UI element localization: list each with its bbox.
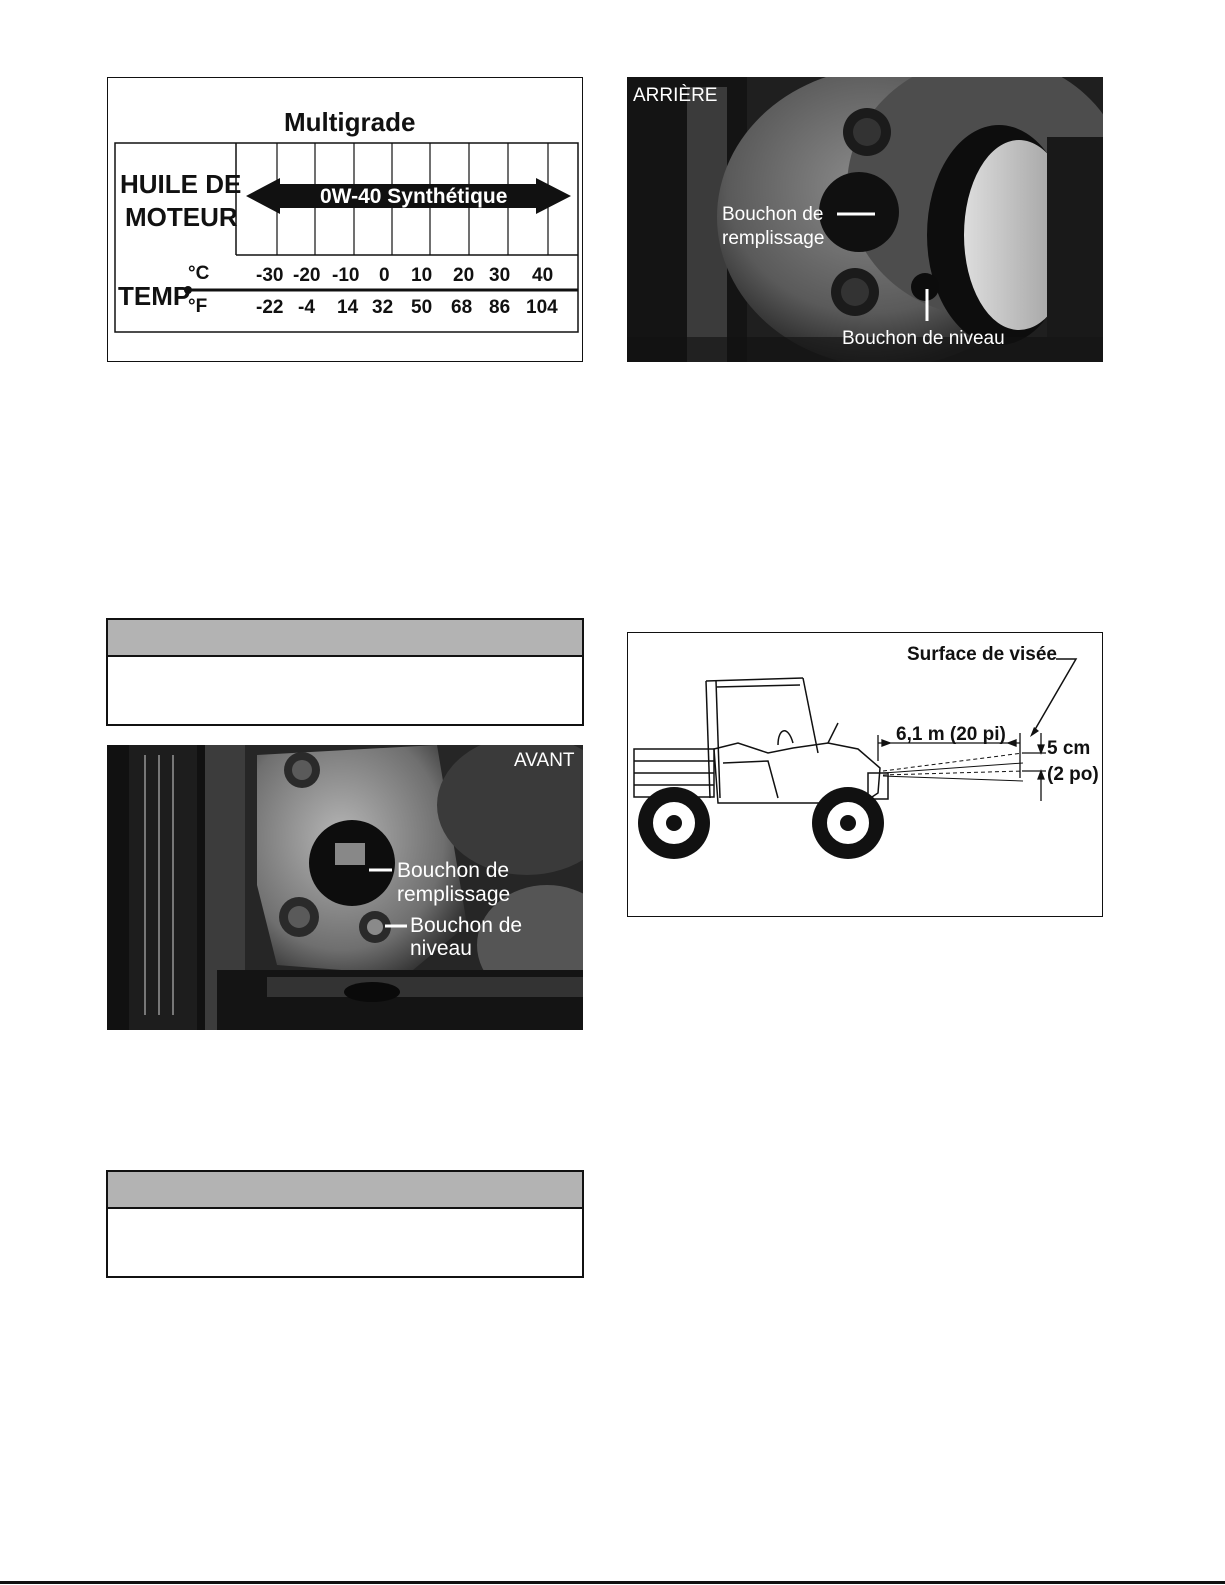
front-differential-image xyxy=(107,745,583,1030)
fahrenheit-value: 32 xyxy=(372,297,394,318)
rear-fill-plug-label-line2: remplissage xyxy=(722,228,825,249)
celsius-unit: °C xyxy=(188,263,210,284)
notice-box xyxy=(106,1170,584,1278)
front-differential-photo xyxy=(107,745,583,1030)
fahrenheit-value: 104 xyxy=(526,297,558,318)
celsius-value: 20 xyxy=(453,265,475,286)
notice-box xyxy=(106,618,584,726)
front-fill-plug-label-line1: Bouchon de xyxy=(397,859,510,882)
celsius-value: 40 xyxy=(532,265,554,286)
celsius-value: 10 xyxy=(411,265,433,286)
oil-grade-label: 0W-40 Synthétique xyxy=(320,185,508,208)
drop-label-line2: (2 po) xyxy=(1047,764,1099,785)
fahrenheit-unit: °F xyxy=(188,296,208,317)
chart-title: Multigrade xyxy=(284,107,416,137)
drop-label-line1: 5 cm xyxy=(1047,738,1091,759)
fahrenheit-value: 50 xyxy=(411,297,433,318)
celsius-value: -10 xyxy=(332,265,360,286)
rear-wheel xyxy=(638,787,710,859)
celsius-value: 30 xyxy=(489,265,511,286)
page-bottom-rule xyxy=(0,1581,1225,1584)
fahrenheit-value: -4 xyxy=(298,297,315,318)
notice-header xyxy=(108,620,582,657)
celsius-value: -30 xyxy=(256,265,284,286)
fahrenheit-value: 68 xyxy=(451,297,473,318)
notice-header xyxy=(108,1172,582,1209)
engine-oil-label-line2: MOTEUR xyxy=(125,202,238,232)
utv-side-view-drawing xyxy=(628,633,1103,917)
front-label: AVANT xyxy=(514,750,575,771)
rear-level-plug-label: Bouchon de niveau xyxy=(842,328,1005,349)
rear-label: ARRIÈRE xyxy=(633,85,718,106)
rear-fill-plug-label-line1: Bouchon de xyxy=(722,204,824,225)
temp-label: TEMP xyxy=(118,281,191,311)
front-fill-plug-label-line2: remplissage xyxy=(397,883,511,906)
front-level-plug-label-line2: niveau xyxy=(410,937,472,960)
front-level-plug-label-line1: Bouchon de xyxy=(410,914,523,937)
fahrenheit-value: -22 xyxy=(256,297,284,318)
fahrenheit-value: 86 xyxy=(489,297,511,318)
celsius-value: -20 xyxy=(293,265,321,286)
target-surface-label: Surface de visée xyxy=(907,644,1057,665)
distance-label: 6,1 m (20 pi) xyxy=(896,724,1006,745)
headlight-aiming-diagram xyxy=(627,632,1103,917)
rear-differential-image xyxy=(627,77,1103,362)
fahrenheit-value: 14 xyxy=(337,297,359,318)
oil-viscosity-chart xyxy=(107,77,583,362)
engine-oil-label-line1: HUILE DE xyxy=(120,169,242,199)
front-wheel xyxy=(812,787,884,859)
celsius-value: 0 xyxy=(379,265,390,286)
rear-differential-photo xyxy=(627,77,1103,362)
